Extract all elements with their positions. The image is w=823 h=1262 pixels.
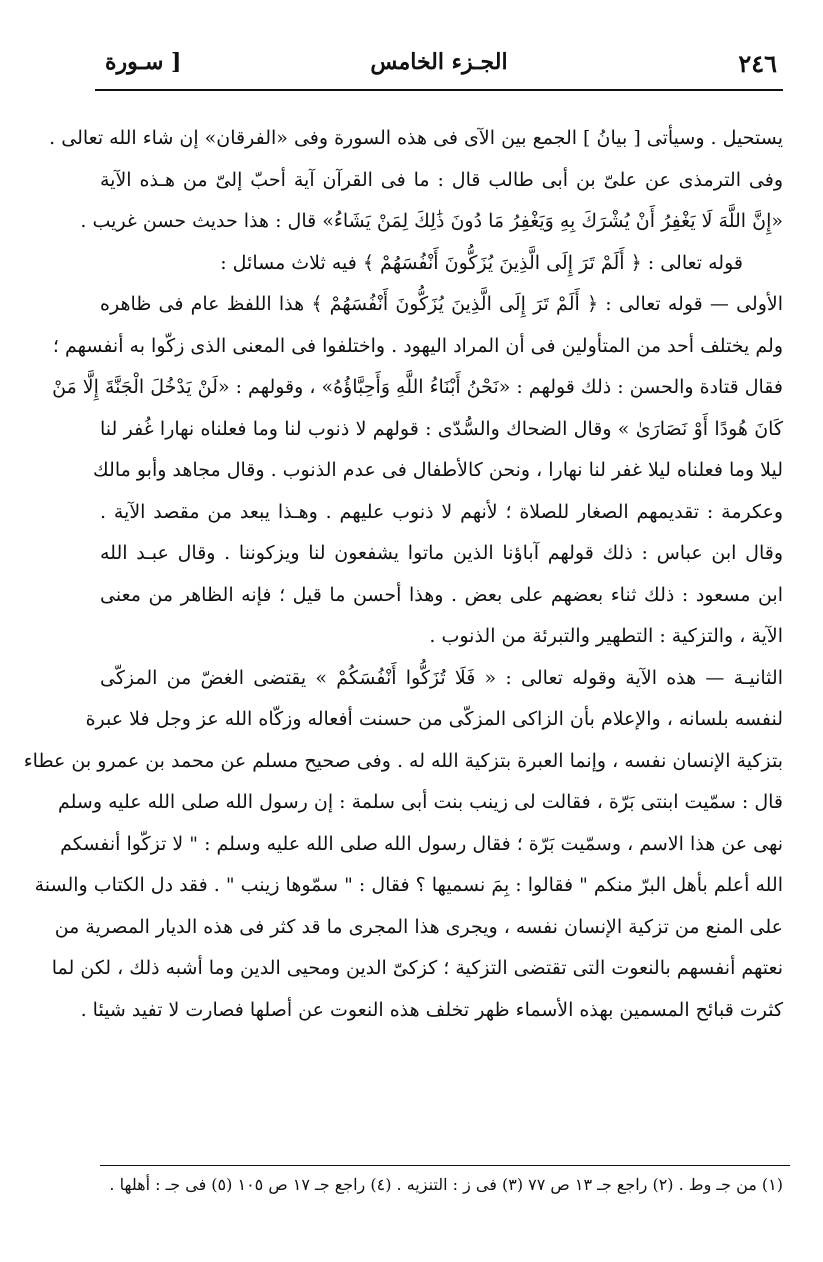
text-line: وقال ابن عباس : ذلك قولهم آباؤنا الذين ماتوا يشفعون لنا ويزكوننا . وقال عبـد الله (100, 542, 783, 564)
text-line: الثانيـة — هذه الآية وقوله تعالى : « فَلَا تُزَكُّوا أَنْفُسَكُمْ » يقتضى الغضّ من المزكّى (100, 666, 783, 689)
text-line: ولم يختلف أحد من المتأولين فى أن المراد اليهود . واختلفوا فى المعنى الذى زكّوا به أنفسهم ؛ (52, 334, 783, 357)
text-line: لنفسه بلسانه ، والإعلام بأن الزاكى المزكّى من حسنت أفعاله وزكّاه الله عز وجل فلا عبرة (85, 708, 783, 730)
text-line: بتزكية الإنسان نفسه ، وإنما العبرة بتزكية الله له . وفى صحيح مسلم عن محمد بن عمرو بن عطاء (23, 749, 783, 772)
text-line: «إِنَّ اللَّهَ لَا يَغْفِرُ أَنْ يُشْرَكَ بِهِ وَيَغْفِرُ مَا دُونَ ذَٰلِكَ لِمَنْ يَشَاءُ» قال : هذا حديث حسن غريب . (80, 210, 783, 232)
surah-mark: [ سـورة (105, 49, 182, 75)
text-line: يستحيل . وسيأتى [ بيانُ ] الجمع بين الآى فى هذه السورة وفى «الفرقان» إن شاء الله تعالى . (49, 127, 783, 149)
text-line: الله أعلم بأهل البرّ منكم " فقالوا : بِمَ نسميها ؟ فقال : " سمّوها زينب " . فقد دل الكتاب والسنة (34, 874, 783, 896)
text-line: قوله تعالى : ﴿ أَلَمْ تَرَ إِلَى الَّذِينَ يُزَكُّونَ أَنْفُسَهُمْ ﴾ فيه ثلاث مسائل : (220, 251, 743, 274)
body-text (23, 118, 783, 1031)
page-number: ٢٤٦ (738, 49, 777, 78)
running-title: الجـزء الخامس (370, 49, 508, 75)
text-line: كَانَ هُودًا أَوْ نَصَارَىٰ » وقال الضحاك والسُّدّى : قولهم لا ذنوب لنا وما فعلناه نهارا غُفر لنا (100, 417, 783, 440)
footnotes: (١) من جـ وط . (٢) راجع جـ ١٣ ص ٧٧ (٣) فى ز : التنزيه . (٤) راجع جـ ١٧ ص ١٠٥ (٥) فى جـ : أهلها . (109, 1175, 783, 1194)
text-line: ليلا وما فعلناه ليلا غفر لنا نهارا ، ونحن كالأطفال فى عدم الذنوب . وقال مجاهد وأبو مالك (93, 459, 783, 481)
text-line: نهى عن هذا الاسم ، وسمّيت بَرّة ؛ فقال رسول الله صلى الله عليه وسلم : " لا تزكّوا أنفسكم (60, 832, 783, 855)
page-header (95, 45, 783, 91)
text-line: قال : سمّيت ابنتى بَرّة ، فقالت لى زينب بنت أبى سلمة : إن رسول الله صلى الله عليه وسلم (58, 791, 783, 813)
text-line: الآية ، والتزكية : التطهير والتبرئة من الذنوب . (429, 625, 783, 647)
text-line: ابن مسعود : ذلك ثناء بعضهم على بعض . وهذا أحسن ما قيل ؛ فإنه الظاهر من معنى (100, 583, 783, 606)
text-line: الأولى — قوله تعالى : ﴿ أَلَمْ تَرَ إِلَى الَّذِينَ يُزَكُّونَ أَنْفُسَهُمْ ﴾ هذا اللفظ عام فى ظاهره (100, 293, 783, 315)
footnote-divider (100, 1165, 790, 1166)
text-line: نعتهم أنفسهم بالنعوت التى تقتضى التزكية ؛ كزكىّ الدين ومحيى الدين وما أشبه ذلك ، لكن لما (51, 957, 783, 979)
text-line: وعكرمة : تقديمهم الصغار للصلاة ؛ لأنهم لا ذنوب عليهم . وهـذا يبعد من مقصد الآية . (100, 500, 783, 523)
text-line: وفى الترمذى عن علىّ بن أبى طالب قال : ما فى القرآن آية أحبّ إلىّ من هـذه الآية (100, 168, 783, 191)
text-line: على المنع من تزكية الإنسان نفسه ، ويجرى هذا المجرى ما قد كثر فى هذه الديار المصرية من (54, 915, 783, 938)
text-line: كثرت قبائح المسمين بهذه الأسماء ظهر تخلف هذه النعوت عن أصلها فصارت لا تفيد شيئا . (80, 998, 783, 1021)
text-line: فقال قتادة والحسن : ذلك قولهم : «نَحْنُ أَبْنَاءُ اللَّهِ وَأَحِبَّاؤُهُ» ، وقولهم : «لَنْ يَدْخُلَ الْجَنَّةَ إِلَّا مَنْ (52, 376, 783, 398)
